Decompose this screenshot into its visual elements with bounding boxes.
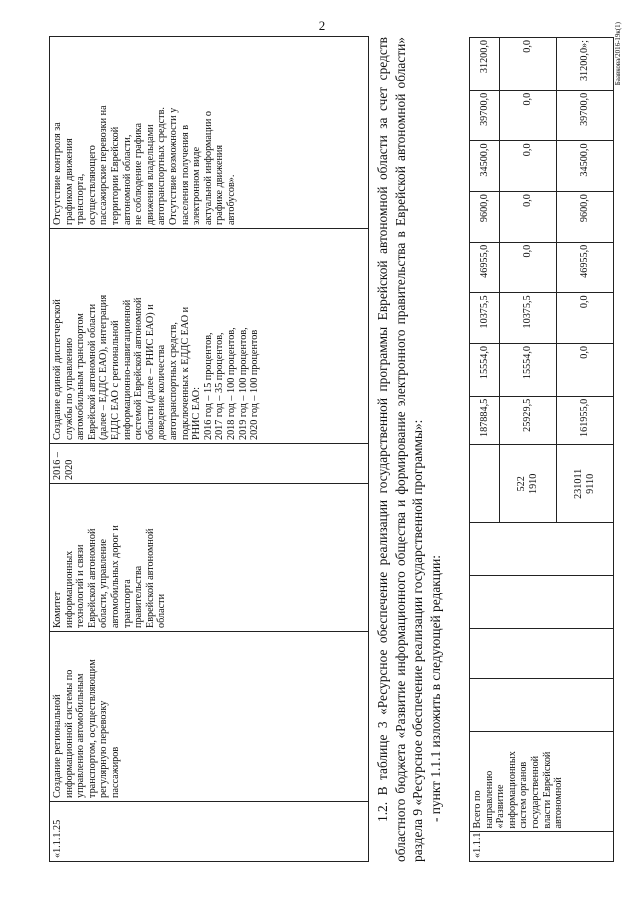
paragraph-text: 1.2. В таблице 3 «Ресурсное обеспечение реализации государственной программы Еврейской автономной области за счет средств областного бюджета «Развитие информационного общества и формирование электронного правительства в Еврейской автономной области» раздела 9 «Ресурсное обеспечение реализации государственной программы»: — [375, 37, 425, 862]
resources-table — [469, 37, 614, 862]
year-value: 34500,0 — [470, 141, 500, 192]
paragraph-subpoint: - пункт 1.1.1 изложить в следующей редакции: — [427, 554, 443, 822]
direction-name: Всего по направлению «Развитие информационных систем органов государственной власти Еврейской автономной — [470, 732, 614, 832]
measures-table — [49, 36, 369, 862]
year-value: 31200,0»; — [556, 38, 613, 91]
page-number: 2 — [318, 18, 326, 33]
expected-result: Создание единой диспетчерской службы по управлению автомобильным транспортом Еврейской автономной области (далее – ЕДДС ЕАО), интеграция ЕДДС ЕАО с региональной информационно-навигационной системой Еврейской автономной области (далее – РНИС ЕАО) и доведение количества автотранспортных средств, подключенных к ЕДДС ЕАО и РНИС ЕАО: 2016 год – 15 процентов, 2017 год – 35 процентов, 2018 год – 100 процентов, 2019 год – 100 процентов, 2020 год – 100 процентов — [50, 229, 369, 444]
row-id: «1.1.1 — [470, 832, 614, 862]
year-value: 10375,5 — [499, 293, 556, 344]
year-value: 0,0 — [499, 242, 556, 293]
budget-code: 522 1910 — [499, 445, 556, 523]
empty-cell — [470, 679, 614, 732]
rotated-document-body — [39, 22, 622, 862]
year-value: 34500,0 — [556, 141, 613, 192]
year-value: 39700,0 — [470, 90, 500, 141]
budget-code — [470, 445, 500, 523]
year-value: 10375,5 — [470, 293, 500, 344]
year-value: 0,0 — [499, 192, 556, 243]
year-value: 0,0 — [556, 344, 613, 397]
year-value: 31200,0 — [470, 38, 500, 91]
year-value: 15554,0 — [470, 344, 500, 397]
empty-cell — [470, 523, 614, 576]
table-row — [470, 38, 500, 862]
executor: Комитет информационных технологий и связи Еврейской автономной области, управление автомобильных дорог и транспорта правительства Еврейской автономной области — [50, 484, 369, 632]
amendment-paragraph — [374, 37, 444, 862]
year-value: 0,0 — [499, 141, 556, 192]
total-value: 161955,0 — [556, 396, 613, 445]
measure-name: Создание региональной информационной системы по управлению автомобильным транспортом, осуществляющим регулярную перевозку пассажиров — [50, 632, 369, 802]
year-value: 9600,0 — [470, 192, 500, 243]
empty-cell — [470, 576, 614, 629]
year-value: 46955,0 — [470, 242, 500, 293]
empty-cell — [470, 628, 614, 679]
year-value: 39700,0 — [556, 90, 613, 141]
year-value: 15554,0 — [499, 344, 556, 397]
row-id: «1.1.1.25 — [50, 802, 369, 862]
year-value: 9600,0 — [556, 192, 613, 243]
year-value: 0,0 — [499, 38, 556, 91]
budget-code: 231011 9110 — [556, 445, 613, 523]
total-value: 187884,5 — [470, 396, 500, 445]
period: 2016 – 2020 — [50, 444, 369, 484]
table-row — [50, 37, 369, 862]
year-value: 46955,0 — [556, 242, 613, 293]
year-value: 0,0 — [556, 293, 613, 344]
consequence: Отсутствие контроля за графиком движения транспорта, осуществляющего пассажирские перевозки на территории Еврейской автономной области, не соблюдение графика движения владельцами автотранспортных средств. Отсутствие возможности у населения получения в электронном виде актуальной информации о графике движения автобусов». — [50, 37, 369, 229]
total-value: 25929,5 — [499, 396, 556, 445]
year-value: 0,0 — [499, 90, 556, 141]
document-footer: Баавкова/2016-19к(1) — [614, 22, 622, 86]
